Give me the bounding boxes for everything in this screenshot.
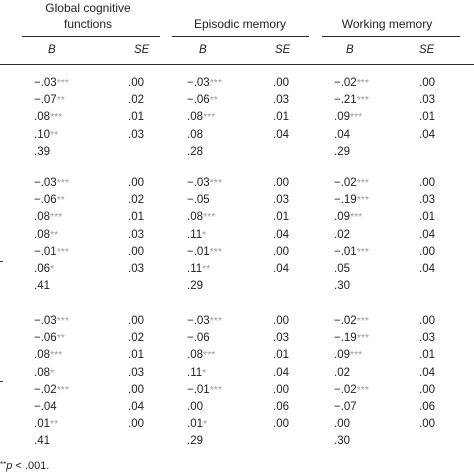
cell-value: .01 xyxy=(128,349,144,362)
cell-b-episodic xyxy=(187,400,203,414)
cell-value: −.01 xyxy=(334,245,357,258)
cell-value: −.06 xyxy=(187,332,210,345)
significance-stars: *** xyxy=(356,177,369,189)
significance-stars: *** xyxy=(209,245,222,258)
cell-b-working xyxy=(334,383,369,397)
cell-b-episodic xyxy=(187,145,203,159)
cell-value: .02 xyxy=(334,366,350,379)
subheader-rule xyxy=(0,64,474,65)
cell-value: .00 xyxy=(273,77,289,89)
cell-se-episodic xyxy=(273,417,289,431)
cell-value: −.06 xyxy=(34,194,57,207)
cell-b-episodic xyxy=(187,193,210,207)
cell-value: .00 xyxy=(334,418,350,431)
footnote-stars: ** xyxy=(0,460,7,469)
cell-b-global xyxy=(34,176,69,190)
cell-b-working xyxy=(334,93,369,107)
cell-se-global xyxy=(128,245,144,259)
header-rule-working xyxy=(322,36,460,37)
cell-b-global xyxy=(34,331,65,345)
cell-se-episodic xyxy=(273,128,289,142)
cell-se-working xyxy=(419,110,435,124)
significance-stars: *** xyxy=(203,349,216,362)
cell-value: .01 xyxy=(128,211,144,224)
cell-b-episodic xyxy=(187,228,206,242)
footnote-p: p xyxy=(6,460,13,472)
row-label-stub xyxy=(0,261,3,262)
cell-value: .04 xyxy=(419,263,435,275)
cell-value: −.19 xyxy=(334,332,357,345)
cell-b-global xyxy=(34,93,65,107)
cell-se-episodic xyxy=(273,383,289,397)
cell-b-global xyxy=(34,400,57,414)
cell-b-global xyxy=(34,262,54,276)
significance-stars: * xyxy=(50,366,55,379)
cell-value: .29 xyxy=(187,435,203,448)
cell-se-global xyxy=(128,128,144,142)
cell-se-episodic xyxy=(273,228,289,242)
cell-se-episodic xyxy=(273,176,289,190)
row-label-stub xyxy=(0,381,3,382)
cell-se-episodic xyxy=(273,366,289,380)
significance-stars: *** xyxy=(209,383,222,396)
significance-stars: *** xyxy=(350,111,363,124)
cell-value: .01 xyxy=(419,349,435,362)
significance-stars: *** xyxy=(209,177,222,189)
cell-value: −.05 xyxy=(187,194,210,207)
cell-value: .04 xyxy=(419,128,435,141)
cell-value: .04 xyxy=(128,401,144,413)
cell-b-working xyxy=(334,228,350,242)
cell-value: .04 xyxy=(273,366,289,379)
significance-stars: *** xyxy=(350,211,363,224)
cell-b-working xyxy=(334,110,362,124)
cell-se-global xyxy=(128,417,144,431)
significance-stars: *** xyxy=(56,177,69,189)
cell-value: .00 xyxy=(128,315,144,327)
cell-value: .41 xyxy=(34,280,50,293)
cell-b-episodic xyxy=(187,417,207,431)
significance-stars: * xyxy=(202,366,207,379)
cell-se-working xyxy=(419,400,435,414)
cell-value: .01 xyxy=(273,111,289,124)
significance-stars: *** xyxy=(50,111,63,124)
cell-value: −.03 xyxy=(187,177,210,189)
cell-value: −.03 xyxy=(34,177,57,189)
cell-se-global xyxy=(128,176,144,190)
significance-stars: *** xyxy=(356,245,369,258)
cell-value: .00 xyxy=(128,245,144,258)
cell-se-global xyxy=(128,331,144,345)
subheader-se-working: SE xyxy=(419,44,435,56)
footnote-text: < .001. xyxy=(12,460,50,472)
cell-b-episodic xyxy=(187,110,215,124)
significance-stars: *** xyxy=(356,383,369,396)
cell-b-global xyxy=(34,193,65,207)
cell-b-working xyxy=(334,76,369,90)
cell-se-episodic xyxy=(273,110,289,124)
cell-value: .08 xyxy=(187,128,203,141)
cell-se-working xyxy=(419,314,435,328)
subheader-b-episodic: B xyxy=(199,44,207,56)
cell-value: −.04 xyxy=(34,401,57,413)
cell-value: .00 xyxy=(419,383,435,396)
cell-value: .03 xyxy=(273,332,289,345)
cell-value: .06 xyxy=(419,401,435,413)
cell-se-global xyxy=(128,76,144,90)
significance-stars: ** xyxy=(50,418,59,431)
cell-value: .00 xyxy=(419,315,435,327)
significance-stars: *** xyxy=(50,349,63,362)
cell-value: .02 xyxy=(128,94,144,107)
cell-value: −.02 xyxy=(334,383,357,396)
significance-stars: *** xyxy=(356,332,369,345)
cell-value: .11 xyxy=(187,263,203,275)
cell-value: −.02 xyxy=(334,177,357,189)
cell-value: .00 xyxy=(419,77,435,89)
cell-b-working xyxy=(334,262,350,276)
cell-value: .30 xyxy=(334,280,350,293)
cell-value: −.06 xyxy=(34,332,57,345)
cell-se-episodic xyxy=(273,193,289,207)
cell-value: .09 xyxy=(334,349,350,362)
cell-se-episodic xyxy=(273,400,289,414)
cell-se-episodic xyxy=(273,314,289,328)
cell-value: .10 xyxy=(34,128,50,141)
cell-value: .08 xyxy=(34,366,50,379)
cell-se-global xyxy=(128,314,144,328)
cell-se-working xyxy=(419,76,435,90)
significance-stars: *** xyxy=(56,315,69,327)
cell-b-episodic xyxy=(187,210,215,224)
header-rule-global xyxy=(22,36,160,37)
cell-b-episodic xyxy=(187,348,215,362)
cell-value: −.02 xyxy=(334,315,357,327)
cell-value: .01 xyxy=(419,211,435,224)
cell-value: −.03 xyxy=(34,315,57,327)
cell-value: .00 xyxy=(273,418,289,431)
significance-stars: *** xyxy=(209,315,222,327)
cell-value: .01 xyxy=(273,211,289,224)
cell-value: −.01 xyxy=(187,383,210,396)
cell-value: .03 xyxy=(128,128,144,141)
cell-se-working xyxy=(419,193,435,207)
header-episodic-memory: Episodic memory xyxy=(193,17,287,31)
cell-b-episodic xyxy=(187,314,222,328)
cell-value: .09 xyxy=(334,211,350,224)
cell-value: .08 xyxy=(34,228,50,241)
cell-value: .00 xyxy=(128,77,144,89)
cell-se-episodic xyxy=(273,210,289,224)
significance-stars: ** xyxy=(56,194,65,207)
cell-b-global xyxy=(34,228,58,242)
cell-se-global xyxy=(128,110,144,124)
cell-value: .39 xyxy=(34,145,50,158)
significance-stars: *** xyxy=(50,211,63,224)
cell-value: .04 xyxy=(419,366,435,379)
cell-value: .00 xyxy=(419,177,435,189)
cell-b-working xyxy=(334,279,350,293)
cell-b-episodic xyxy=(187,76,222,90)
cell-value: .01 xyxy=(273,349,289,362)
cell-se-working xyxy=(419,366,435,380)
cell-value: .28 xyxy=(187,145,203,158)
cell-value: .06 xyxy=(34,263,50,275)
header-global-cognitive xyxy=(18,0,158,32)
cell-se-episodic xyxy=(273,262,289,276)
cell-se-working xyxy=(419,262,435,276)
cell-value: −.02 xyxy=(334,77,357,89)
significance-stars: *** xyxy=(203,111,216,124)
cell-se-global xyxy=(128,228,144,242)
cell-b-working xyxy=(334,193,369,207)
cell-value: .04 xyxy=(419,228,435,241)
cell-value: .08 xyxy=(187,349,203,362)
cell-value: −.01 xyxy=(187,245,210,258)
cell-b-working xyxy=(334,400,357,414)
significance-stars: ** xyxy=(209,94,218,107)
cell-b-episodic xyxy=(187,366,206,380)
header-global-cognitive-line1: Global cognitive xyxy=(45,1,131,15)
cell-b-global xyxy=(34,128,58,142)
significance-stars: *** xyxy=(56,245,69,258)
significance-stars: *** xyxy=(56,77,69,89)
cell-se-working xyxy=(419,228,435,242)
cell-b-episodic xyxy=(187,245,222,259)
cell-se-global xyxy=(128,93,144,107)
cell-value: .03 xyxy=(273,94,289,107)
cell-se-working xyxy=(419,383,435,397)
cell-b-episodic xyxy=(187,128,203,142)
cell-value: .03 xyxy=(128,228,144,241)
cell-value: .04 xyxy=(273,263,289,275)
cell-value: .00 xyxy=(187,401,203,413)
cell-b-working xyxy=(334,417,350,431)
header-global-cognitive-line2: functions xyxy=(63,17,113,31)
significance-stars: * xyxy=(203,418,208,431)
cell-value: .04 xyxy=(273,228,289,241)
cell-value: .08 xyxy=(34,211,50,224)
cell-se-global xyxy=(128,366,144,380)
cell-value: −.19 xyxy=(334,194,357,207)
cell-value: −.07 xyxy=(334,401,357,413)
cell-se-working xyxy=(419,348,435,362)
cell-value: .00 xyxy=(419,418,435,431)
cell-b-working xyxy=(334,348,362,362)
cell-b-working xyxy=(334,145,350,159)
cell-b-global xyxy=(34,145,50,159)
cell-b-global xyxy=(34,314,69,328)
cell-value: .08 xyxy=(187,211,203,224)
cell-b-episodic xyxy=(187,262,210,276)
cell-value: .03 xyxy=(419,332,435,345)
cell-b-working xyxy=(334,128,350,142)
cell-value: .01 xyxy=(419,111,435,124)
cell-se-episodic xyxy=(273,245,289,259)
significance-stars: *** xyxy=(209,77,222,89)
significance-stars: ** xyxy=(202,263,211,275)
cell-se-global xyxy=(128,193,144,207)
cell-value: .08 xyxy=(34,111,50,124)
cell-value: .30 xyxy=(334,435,350,448)
cell-value: .01 xyxy=(187,418,203,431)
cell-value: .00 xyxy=(128,418,144,431)
cell-value: .11 xyxy=(187,366,203,379)
significance-stars: *** xyxy=(350,349,363,362)
cell-se-working xyxy=(419,176,435,190)
cell-se-working xyxy=(419,93,435,107)
cell-se-episodic xyxy=(273,76,289,90)
cell-value: .03 xyxy=(419,94,435,107)
cell-b-episodic xyxy=(187,93,218,107)
subheader-se-episodic: SE xyxy=(275,44,291,56)
cell-b-global xyxy=(34,434,50,448)
cell-b-global xyxy=(34,417,58,431)
cell-se-working xyxy=(419,331,435,345)
significance-stars: *** xyxy=(356,77,369,89)
significance-stars: *** xyxy=(356,315,369,327)
cell-value: −.21 xyxy=(334,94,357,107)
cell-b-global xyxy=(34,245,69,259)
cell-value: .03 xyxy=(273,194,289,207)
cell-se-global xyxy=(128,400,144,414)
cell-value: .00 xyxy=(128,177,144,189)
header-rule-episodic xyxy=(172,36,309,37)
cell-b-global xyxy=(34,348,62,362)
subheader-se-global: SE xyxy=(134,44,150,56)
cell-se-episodic xyxy=(273,331,289,345)
cell-b-working xyxy=(334,176,369,190)
cell-b-global xyxy=(34,76,69,90)
cell-se-working xyxy=(419,417,435,431)
cell-b-global xyxy=(34,110,62,124)
subheader-b-working: B xyxy=(346,44,354,56)
header-working-memory: Working memory xyxy=(341,17,433,31)
cell-se-working xyxy=(419,128,435,142)
cell-b-global xyxy=(34,366,54,380)
cell-value: .00 xyxy=(128,383,144,396)
significance-stars: ** xyxy=(56,94,65,107)
cell-value: .41 xyxy=(34,435,50,448)
significance-stars: * xyxy=(50,263,55,275)
cell-b-working xyxy=(334,314,369,328)
cell-value: .03 xyxy=(128,366,144,379)
cell-value: −.01 xyxy=(34,245,57,258)
cell-b-working xyxy=(334,245,369,259)
subheader-b-global: B xyxy=(48,44,56,56)
cell-se-global xyxy=(128,383,144,397)
significance-stars: *** xyxy=(56,383,69,396)
cell-value: .04 xyxy=(334,128,350,141)
cell-se-global xyxy=(128,348,144,362)
cell-b-global xyxy=(34,210,62,224)
table-footnote xyxy=(0,460,49,472)
cell-value: .05 xyxy=(334,263,350,275)
cell-value: .01 xyxy=(34,418,50,431)
significance-stars: *** xyxy=(356,194,369,207)
cell-se-episodic xyxy=(273,93,289,107)
cell-value: .29 xyxy=(334,145,350,158)
cell-se-global xyxy=(128,210,144,224)
cell-value: .09 xyxy=(334,111,350,124)
cell-b-episodic xyxy=(187,176,222,190)
cell-value: .08 xyxy=(34,349,50,362)
cell-b-episodic xyxy=(187,434,203,448)
cell-se-working xyxy=(419,245,435,259)
cell-value: .11 xyxy=(187,228,203,241)
cell-value: −.03 xyxy=(34,77,57,89)
cell-value: .03 xyxy=(128,263,144,275)
cell-b-working xyxy=(334,434,350,448)
cell-value: .00 xyxy=(273,315,289,327)
cell-value: .06 xyxy=(273,401,289,413)
cell-value: .00 xyxy=(273,383,289,396)
cell-value: .03 xyxy=(419,194,435,207)
cell-value: .04 xyxy=(273,128,289,141)
significance-stars: *** xyxy=(203,211,216,224)
significance-stars: * xyxy=(202,228,207,241)
cell-se-working xyxy=(419,210,435,224)
cell-se-episodic xyxy=(273,348,289,362)
cell-b-working xyxy=(334,331,369,345)
cell-b-episodic xyxy=(187,331,210,345)
cell-value: .02 xyxy=(334,228,350,241)
significance-stars: ** xyxy=(50,228,59,241)
significance-stars: ** xyxy=(56,332,65,345)
cell-value: −.07 xyxy=(34,94,57,107)
significance-stars: *** xyxy=(356,94,369,107)
cell-value: .00 xyxy=(419,245,435,258)
cell-b-global xyxy=(34,383,69,397)
significance-stars: ** xyxy=(50,128,59,141)
cell-value: .08 xyxy=(187,111,203,124)
cell-se-global xyxy=(128,262,144,276)
cell-value: −.03 xyxy=(187,315,210,327)
cell-b-working xyxy=(334,210,362,224)
cell-value: .02 xyxy=(128,332,144,345)
cell-b-working xyxy=(334,366,350,380)
cell-value: .00 xyxy=(273,177,289,189)
cell-value: .00 xyxy=(273,245,289,258)
cell-value: −.06 xyxy=(187,94,210,107)
cell-value: .02 xyxy=(128,194,144,207)
cell-value: .29 xyxy=(187,280,203,293)
cell-value: −.03 xyxy=(187,77,210,89)
cell-value: −.02 xyxy=(34,383,57,396)
cell-b-global xyxy=(34,279,50,293)
cell-b-episodic xyxy=(187,279,203,293)
cell-value: .01 xyxy=(128,111,144,124)
cell-b-episodic xyxy=(187,383,222,397)
